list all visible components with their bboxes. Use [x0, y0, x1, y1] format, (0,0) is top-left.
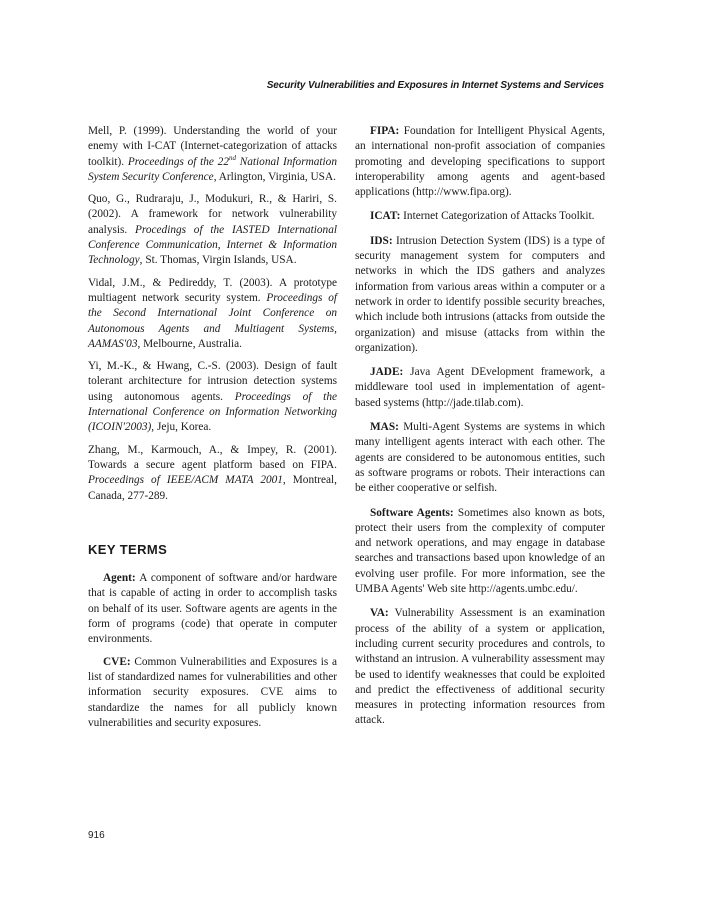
term-label: FIPA:	[370, 125, 400, 137]
term-label: VA:	[370, 607, 389, 620]
reference-location: , Melbourne, Australia.	[137, 337, 242, 350]
reference-text: Yi, M.-K., & Hwang, C.-S. (2003). Design of fault tolerant architecture for intrusion detection systems using autonomous agents.	[88, 360, 337, 403]
term-jade	[355, 365, 605, 411]
key-terms-heading: KEY TERMS	[88, 541, 168, 557]
term-agent	[88, 571, 337, 647]
reference-location: , Jeju, Korea.	[151, 421, 212, 434]
reference-text: Vidal, J.M., & Pedireddy, T. (2003). A prototype multiagent network security system.	[88, 276, 337, 304]
term-label: Software Agents:	[370, 506, 454, 519]
reference-location: , Montreal, Canada, 277-289.	[88, 474, 337, 502]
term-definition: A component of software and/or hardware that is capable of acting in order to accomplish tasks on behalf of its user. Software agents are agents in the form of programs (code) that operate in computer environments.	[88, 572, 337, 646]
reference-venue: Procedings of the IASTED International Conference Communication, Internet & Information Technology	[88, 223, 337, 267]
reference-location: , Arlington, Virginia, USA.	[213, 170, 336, 183]
ordinal-superscript: nd	[228, 153, 236, 162]
term-mas	[355, 420, 605, 496]
term-va	[355, 606, 605, 728]
term-label: IDS:	[370, 234, 393, 247]
term-label: ICAT:	[370, 210, 401, 223]
term-label: Agent:	[103, 572, 136, 585]
term-definition: Intrusion Detection System (IDS) is a type of security management system for computers and networks in which the IDS gathers and analyzes information from various areas within a computer or a network in order to identify possible security breaches, which include both intrusions (attacks from outside the organization) and misuse (attacks from within the organization).	[355, 234, 605, 354]
term-cve	[88, 655, 337, 731]
reference-venue: Proceedings of the International Conference on Information Networking (ICOIN'2003)	[88, 390, 337, 434]
term-fipa	[355, 124, 605, 200]
reference-text: Mell, P. (1999). Understanding the world of your enemy with I-CAT (Internet-categorization of attacks toolkit).	[88, 125, 337, 168]
reference-vidal	[88, 276, 337, 352]
running-header: Security Vulnerabilities and Exposures in Internet Systems and Services	[266, 80, 604, 91]
term-definition: Common Vulnerabilities and Exposures is a list of standardized names for vulnerabilities and other information security exposures. CVE aims to standardize the names for all publicly known vulnerabilities and security exposures.	[88, 655, 337, 729]
term-definition: Foundation for Intelligent Physical Agents, an international non-profit association of companies promoting and developing specifications to support interoperability among agents and agent-based applications (http://www.fipa.org).	[355, 125, 605, 199]
term-definition: Sometimes also known as bots, protect their users from the complexity of computer and network operations, and may engage in database searches and transactions based upon knowledge of an evolving user profile. For more information, see the UMBA Agents' Web site http://agents.umbc.edu/.	[355, 506, 605, 596]
term-software-agents	[355, 506, 605, 598]
reference-yi	[88, 359, 337, 435]
reference-quo	[88, 192, 337, 268]
reference-venue: Proceedings of the Second International Joint Conference on Autonomous Agents and Multiagent Systems, AAMAS'03	[88, 291, 337, 350]
reference-venue: Proceedings of IEEE/ACM MATA 2001	[88, 474, 283, 487]
term-label: JADE:	[370, 366, 404, 379]
reference-venue: Proceedings of the 22nd National Information System Security Conference	[88, 153, 337, 183]
term-definition: Multi-Agent Systems are systems in which many intelligent agents interact with each other. The agents are considered to be autonomous entities, such as software programs or robots. Their interactions can be either cooperative or selfish.	[355, 421, 605, 495]
reference-zhang	[88, 443, 337, 504]
reference-text: Quo, G., Rudraraju, J., Modukuri, R., & Hariri, S. (2002). A framework for network vulnerability analysis.	[88, 193, 337, 236]
term-definition: Java Agent DEvelopment framework, a middleware tool used in implementation of agent-based systems (http://jade.tilab.com).	[355, 366, 605, 409]
reference-location: , St. Thomas, Virgin Islands, USA.	[139, 254, 297, 267]
term-definition: Vulnerability Assessment is an examination process of the ability of a system or application, including current security procedures and controls, to withstand an intrusion. A vulnerability assessment may be used to identify weaknesses that could be exploited and predict the effectiveness of additional security measures in protecting information resources from attack.	[355, 607, 605, 727]
term-label: MAS:	[370, 421, 399, 434]
page-number: 916	[88, 830, 105, 841]
term-icat	[355, 209, 605, 224]
right-column	[355, 124, 605, 738]
term-ids	[355, 234, 605, 356]
reference-mell	[88, 124, 337, 185]
left-column	[88, 124, 337, 738]
term-definition: Internet Categorization of Attacks Toolkit.	[400, 210, 595, 223]
reference-text: Zhang, M., Karmouch, A., & Impey, R. (2001). Towards a secure agent platform based on FIPA.	[88, 443, 337, 471]
term-label: CVE:	[103, 655, 131, 668]
